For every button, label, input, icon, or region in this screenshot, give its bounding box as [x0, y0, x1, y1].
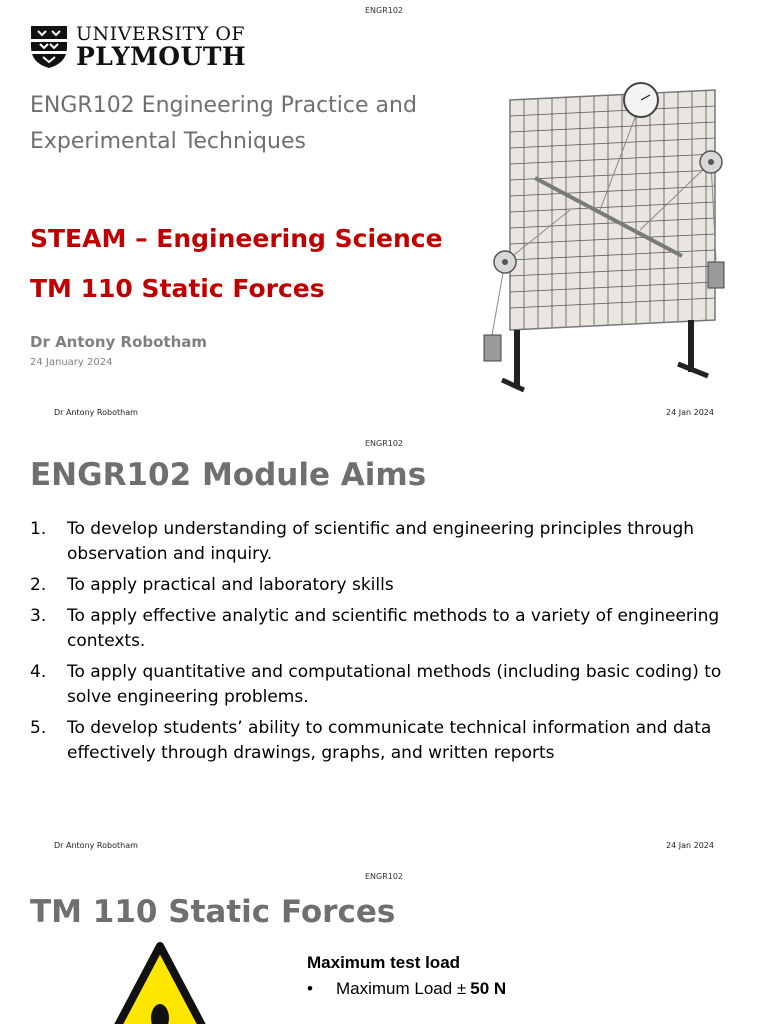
footer-author: Dr Antony Robotham	[54, 408, 138, 417]
slide-static-forces	[0, 866, 768, 1024]
max-load-bullet	[307, 979, 506, 999]
footer-date: 24 Jan 2024	[666, 841, 714, 850]
slide-header: ENGR102	[364, 6, 404, 15]
slide-title: TM 110 Static Forces	[30, 894, 396, 930]
list-text: To apply effective analytic and scientific methods to a variety of engineering contexts.	[67, 606, 720, 651]
logo-line-1: UNIVERSITY OF	[76, 23, 246, 45]
list-number: 5.	[30, 718, 47, 738]
list-number: 2.	[30, 575, 47, 595]
lecture-date: 24 January 2024	[30, 357, 113, 368]
list-item	[30, 517, 745, 567]
list-text: To develop students’ ability to communicate technical information and data effectively through drawings, graphs, and written reports	[67, 718, 712, 763]
logo-line-2: PLYMOUTH	[76, 42, 247, 71]
warning-triangle-icon	[100, 942, 220, 1024]
list-text: To develop understanding of scientific and engineering principles through observation and inquiry.	[67, 519, 695, 564]
list-number: 4.	[30, 662, 47, 682]
author-name: Dr Antony Robotham	[30, 333, 208, 351]
slide-module-aims	[0, 433, 768, 866]
aims-list	[30, 517, 745, 772]
list-number: 3.	[30, 606, 47, 626]
max-test-load-heading: Maximum test load	[307, 953, 461, 972]
list-item	[30, 660, 745, 710]
course-title: ENGR102 Engineering Practice and Experimental Techniques	[30, 93, 417, 154]
list-item	[30, 604, 745, 654]
max-load-label: Maximum Load ±	[336, 979, 467, 998]
slide-title	[0, 0, 768, 433]
university-crest-icon	[30, 25, 68, 69]
slide-title: ENGR102 Module Aims	[30, 457, 427, 493]
list-item	[30, 573, 745, 598]
list-item	[30, 716, 745, 766]
list-number: 1.	[30, 519, 47, 539]
footer-author: Dr Antony Robotham	[54, 841, 138, 850]
university-logo	[30, 24, 246, 70]
list-text: To apply quantitative and computational methods (including basic coding) to solve engineering problems.	[67, 662, 722, 707]
slide-header: ENGR102	[364, 439, 404, 448]
lecture-subtitle: STEAM – Engineering Science	[30, 224, 443, 253]
max-load-value: 50 N	[470, 979, 507, 998]
list-text: To apply practical and laboratory skills	[67, 575, 394, 595]
slide-header: ENGR102	[364, 872, 404, 881]
static-forces-apparatus-image	[470, 80, 750, 400]
footer-date: 24 Jan 2024	[666, 408, 714, 417]
bullet-symbol: •	[307, 979, 313, 998]
lecture-topic: TM 110 Static Forces	[30, 274, 325, 303]
